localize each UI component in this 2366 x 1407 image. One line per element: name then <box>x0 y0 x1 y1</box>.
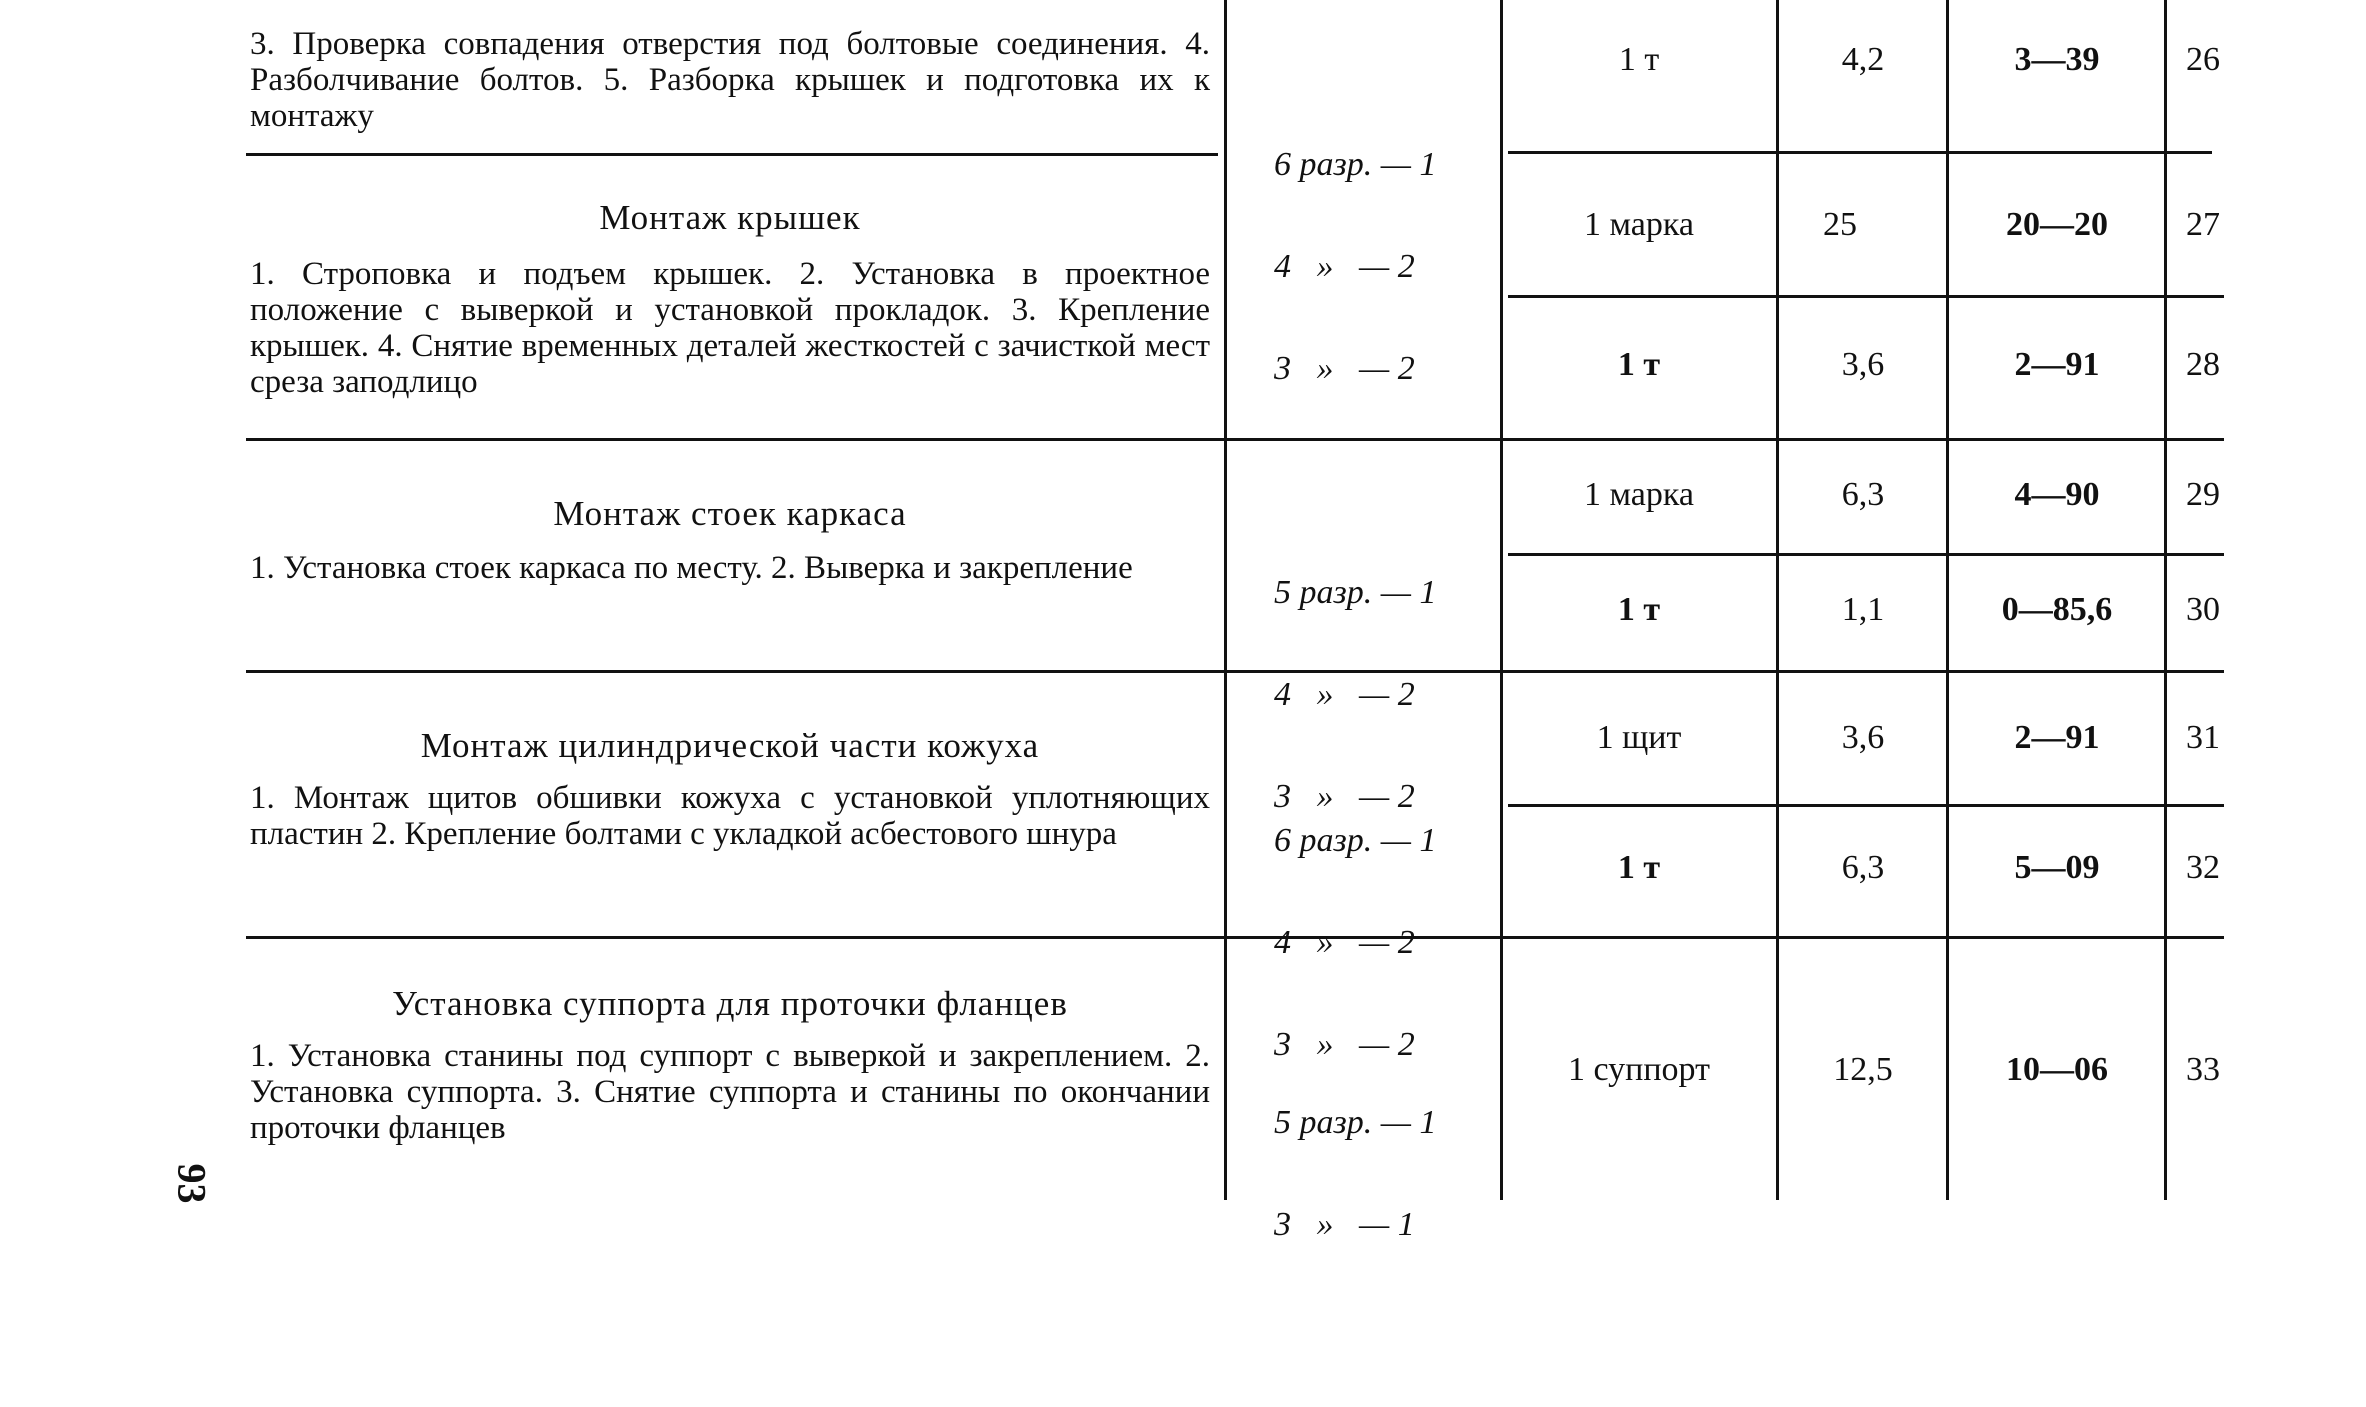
section-divider <box>246 438 2224 441</box>
section-heading: Монтаж крышек <box>599 198 861 237</box>
crew-composition: 5 разр. — 1 4 » — 2 3 » — 2 <box>1274 574 1437 815</box>
crew-composition: 6 разр. — 1 4 » — 2 3 » — 2 <box>1274 146 1437 387</box>
item-number-cell: 30 <box>2186 591 2220 628</box>
section-heading: Монтаж стоек каркаса <box>553 494 907 533</box>
crew-composition: 6 разр. — 1 4 » — 2 3 » — 2 <box>1274 822 1437 1063</box>
price-cell: 5—09 <box>2014 849 2100 886</box>
unit-cell: 1 т <box>1617 849 1661 886</box>
price-cell: 20—20 <box>2006 206 2108 243</box>
unit-cell: 1 т <box>1617 591 1661 628</box>
section-divider <box>246 670 2224 673</box>
item-number-cell: 26 <box>2186 41 2220 78</box>
price-cell: 2—91 <box>2014 346 2100 383</box>
section-description: 1. Установка станины под суппорт с выверкой и закреплением. 2. Установка суппорта. 3. Снятие суппорта и станины по окончании проточки фланцев <box>250 1038 1210 1146</box>
unit-cell: 1 марка <box>1584 206 1694 243</box>
price-cell: 10—06 <box>2006 1051 2108 1088</box>
section-description: 3. Проверка совпадения отверстия под болтовые соединения. 4. Разболчивание болтов. 5. Разборка крышек и подготовка их к монтажу <box>250 26 1210 134</box>
section-description: 1. Установка стоек каркаса по месту. 2. Выверка и закрепление <box>250 550 1133 586</box>
unit-cell: 1 щит <box>1596 719 1682 756</box>
row-divider <box>1508 553 2224 556</box>
row-divider <box>246 153 1218 156</box>
item-number-cell: 29 <box>2186 476 2220 513</box>
price-cell: 3—39 <box>2014 41 2100 78</box>
norm-cell: 6,3 <box>1841 476 1885 513</box>
row-divider <box>1508 151 2212 154</box>
norm-cell: 4,2 <box>1841 41 1885 78</box>
price-cell: 4—90 <box>2014 476 2100 513</box>
item-number-cell: 33 <box>2186 1051 2220 1088</box>
norm-cell: 1,1 <box>1841 591 1885 628</box>
unit-cell: 1 т <box>1618 41 1660 78</box>
item-number-cell: 31 <box>2186 719 2220 756</box>
norm-cell: 3,6 <box>1841 719 1885 756</box>
item-number-cell: 32 <box>2186 849 2220 886</box>
column-divider <box>1224 0 1227 1200</box>
item-number-cell: 27 <box>2186 206 2220 243</box>
row-divider <box>1508 295 2224 298</box>
page-number: 93 <box>169 1163 215 1204</box>
section-divider <box>246 936 2224 939</box>
price-cell: 2—91 <box>2014 719 2100 756</box>
section-heading: Монтаж цилиндрической части кожуха <box>420 726 1040 765</box>
column-divider <box>1500 0 1503 1200</box>
norm-cell: 3,6 <box>1841 346 1885 383</box>
norm-cell: 6,3 <box>1841 849 1885 886</box>
column-divider <box>1776 0 1779 1200</box>
unit-cell: 1 т <box>1617 346 1661 383</box>
section-description: 1. Строповка и подъем крышек. 2. Установка в проектное положение с выверкой и установкой прокладок. 3. Крепление крышек. 4. Снятие временных деталей жесткостей с зачисткой мест среза заподлицо <box>250 256 1210 400</box>
section-heading: Установка суппорта для проточки фланцев <box>392 984 1068 1023</box>
unit-cell: 1 суппорт <box>1568 1051 1710 1088</box>
item-number-cell: 28 <box>2186 346 2220 383</box>
column-divider <box>2164 0 2167 1200</box>
norm-cell: 12,5 <box>1833 1051 1893 1088</box>
column-divider <box>1946 0 1949 1200</box>
norm-cell: 25 <box>1823 206 1857 243</box>
unit-cell: 1 марка <box>1584 476 1694 513</box>
row-divider <box>1508 804 2224 807</box>
section-description: 1. Монтаж щитов обшивки кожуха с установкой уплотняющих пластин 2. Крепление болтами с укладкой асбестового шнура <box>250 780 1210 852</box>
price-cell: 0—85,6 <box>2001 591 2113 628</box>
crew-composition: 5 разр. — 1 3 » — 1 <box>1274 1104 1437 1243</box>
